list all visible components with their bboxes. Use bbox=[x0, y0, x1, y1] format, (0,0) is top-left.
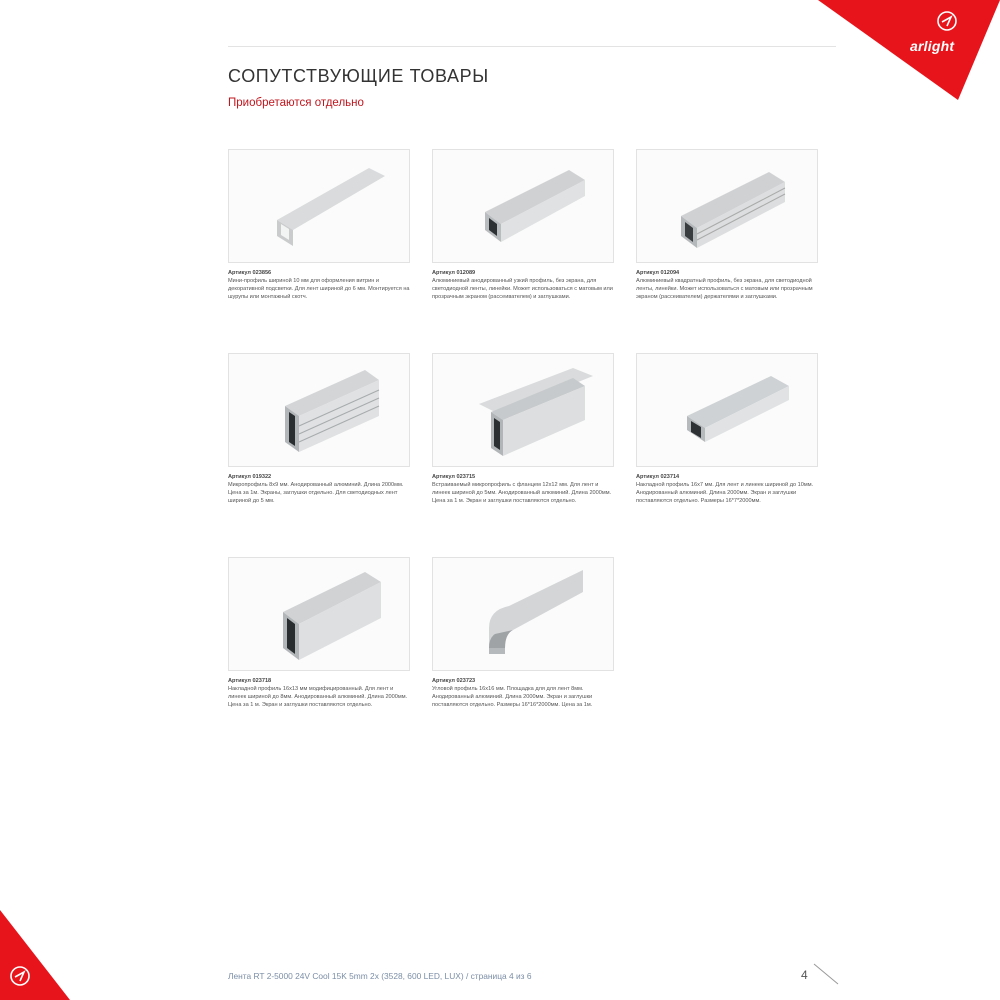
product-photo[interactable] bbox=[636, 353, 818, 467]
profile-surface-16x13-image bbox=[229, 558, 409, 670]
product-article: Артикул 019322 bbox=[228, 474, 272, 480]
profile-surface-16x7-image bbox=[637, 354, 817, 466]
product-description: Микропрофиль 8х9 мм. Анодированный алюминий. Длина 2000мм. Цена за 1м. Экраны, заглушки отдельно. Для светодиодных лент шириной до 5 мм. bbox=[228, 482, 404, 504]
product-card[interactable] bbox=[228, 149, 410, 301]
product-article: Артикул 023723 bbox=[432, 678, 476, 684]
profile-narrow-image bbox=[433, 150, 613, 262]
product-photo[interactable] bbox=[228, 149, 410, 263]
page-corner-line bbox=[812, 962, 840, 986]
product-photo[interactable] bbox=[432, 557, 614, 671]
product-article: Артикул 023715 bbox=[432, 474, 476, 480]
header-divider bbox=[228, 46, 836, 47]
product-card[interactable] bbox=[432, 353, 614, 505]
page-title: СОПУТСТВУЮЩИЕ ТОВАРЫ bbox=[228, 66, 489, 86]
product-card[interactable] bbox=[228, 557, 410, 709]
product-card[interactable] bbox=[228, 353, 410, 505]
page-number: 4 bbox=[801, 968, 808, 982]
product-article: Артикул 023718 bbox=[228, 678, 272, 684]
red-corner-triangle bbox=[818, 0, 1000, 100]
product-description: Накладной профиль 16х7 мм. Для лент и линеек шириной до 10мм. Анодированный алюминий. Длина 2000мм. Экран и заглушки поставляются отдельно. Размеры 16*7*2000мм. bbox=[636, 482, 814, 504]
product-photo[interactable] bbox=[636, 149, 818, 263]
product-card[interactable] bbox=[636, 149, 818, 301]
product-card[interactable] bbox=[432, 557, 614, 709]
product-photo[interactable] bbox=[228, 353, 410, 467]
page-subtitle: Приобретаются отдельно bbox=[228, 97, 364, 109]
product-description: Мини-профиль шириной 10 мм для оформления витрин и декоративной подсветки. Для лент шириной до 6 мм. Монтируется на шурупы или монтажный скотч. bbox=[228, 278, 410, 300]
profile-corner-16x16-image bbox=[433, 558, 613, 670]
profile-square-image bbox=[637, 150, 817, 262]
arlight-swirl-logo-icon bbox=[936, 10, 958, 32]
product-photo[interactable] bbox=[432, 149, 614, 263]
arlight-swirl-logo-icon bbox=[8, 964, 32, 988]
product-photo[interactable] bbox=[432, 353, 614, 467]
profile-micro-image bbox=[229, 354, 409, 466]
product-article: Артикул 012094 bbox=[636, 270, 680, 276]
product-description: Угловой профиль 16х16 мм. Площадка для для лент 8мм. Анодированный алюминий. Длина 2000мм. Экран и заглушки поставляются отдельно. Размеры 16*16*2000мм. Цена за 1м. bbox=[432, 686, 593, 708]
product-description: Встраиваемый микропрофиль с фланцем 12х12 мм. Для лент и линеек шириной до 5мм. Анодированный алюминий. Длина 2000мм. Цена за 1 м. Экран и заглушки поставляются отдельно. bbox=[432, 482, 612, 504]
product-description: Алюминиевый квадратный профиль, без экрана, для светодиодной ленты, линейки. Может использоваться с матовым или прозрачным экраном (рассеивателем) держателями и заглушками. bbox=[636, 278, 813, 300]
product-card[interactable] bbox=[636, 353, 818, 505]
product-card[interactable] bbox=[432, 149, 614, 301]
product-article: Артикул 023856 bbox=[228, 270, 272, 276]
profile-mini-image bbox=[229, 150, 409, 262]
profile-recessed-flange-image bbox=[433, 354, 613, 466]
brand-name: arlight bbox=[910, 38, 955, 54]
footer-caption: Лента RT 2-5000 24V Cool 15K 5mm 2x (3528, 600 LED, LUX) / страница 4 из 6 bbox=[228, 971, 532, 981]
product-description: Накладной профиль 16х13 мм модифицированный. Для лент и линеек шириной до 8мм. Анодированный алюминий. Длина 2000мм. Цена за 1 м. Экран и заглушки поставляются отдельно. bbox=[228, 686, 408, 708]
product-description: Алюминиевый анодированный узкий профиль, без экрана, для светодиодной ленты, линейки. Может использоваться с матовым или прозрачным экраном (рассеивателем) и заглушками. bbox=[432, 278, 613, 300]
brand-corner bbox=[818, 0, 1000, 100]
product-article: Артикул 012089 bbox=[432, 270, 476, 276]
product-photo[interactable] bbox=[228, 557, 410, 671]
product-article: Артикул 023714 bbox=[636, 474, 680, 480]
